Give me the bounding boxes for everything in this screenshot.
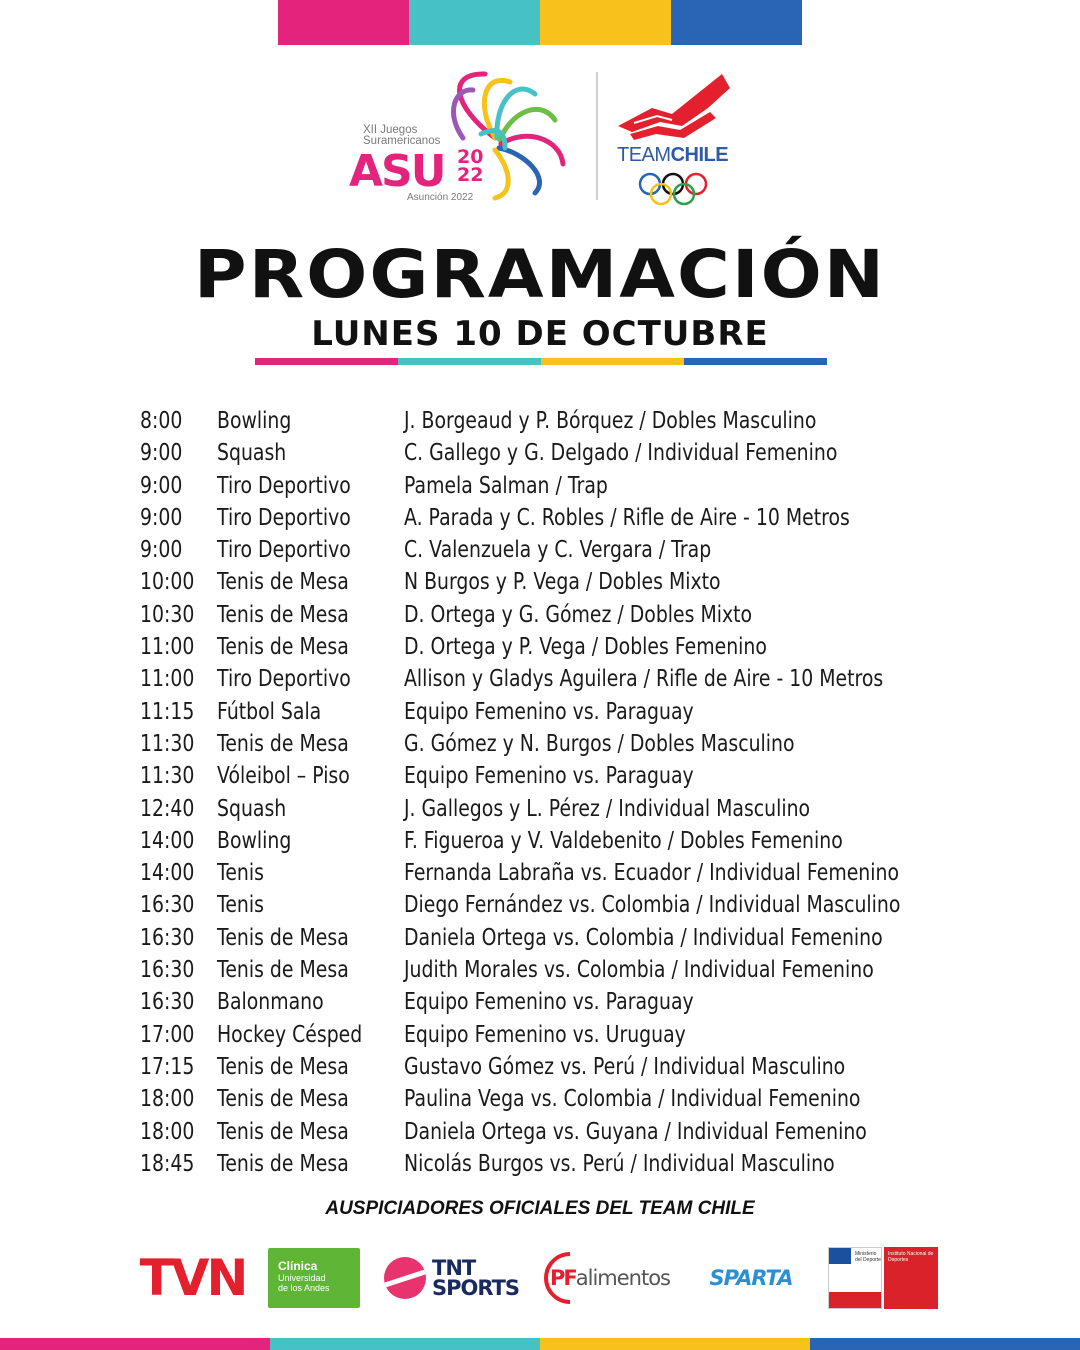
schedule-detail: C. Valenzuela y C. Vergara / Trap bbox=[404, 537, 712, 564]
pf-alimentos-logo bbox=[544, 1245, 676, 1311]
page-title: PROGRAMACIÓN bbox=[193, 235, 887, 313]
tnt-sports-logo bbox=[384, 1245, 520, 1311]
schedule-row bbox=[140, 1019, 940, 1051]
schedule-row bbox=[140, 954, 940, 986]
schedule-time: 11:00 bbox=[140, 666, 195, 693]
schedule-time: 9:00 bbox=[140, 537, 183, 564]
tnt-line1: TNT bbox=[432, 1256, 476, 1280]
schedule-time: 10:30 bbox=[140, 601, 195, 628]
ministerio-text: Ministerio del Deporte bbox=[855, 1251, 881, 1263]
flag-blue-block bbox=[829, 1248, 851, 1264]
schedule-detail: Equipo Femenino vs. Uruguay bbox=[404, 1021, 686, 1048]
schedule-detail: Allison y Gladys Aguilera / Rifle de Aire - 10 Metros bbox=[404, 666, 884, 693]
schedule-time: 12:40 bbox=[140, 795, 195, 822]
pf-text bbox=[550, 1266, 670, 1290]
schedule-sport: Tenis de Mesa bbox=[217, 569, 349, 596]
clinica-line3: de los Andes bbox=[278, 1283, 330, 1293]
clinica-logo bbox=[268, 1248, 360, 1308]
schedule-time: 11:30 bbox=[140, 763, 195, 790]
schedule-detail: D. Ortega y P. Vega / Dobles Femenino bbox=[404, 634, 767, 661]
schedule-sport: Tenis de Mesa bbox=[217, 924, 349, 951]
schedule-time: 9:00 bbox=[140, 504, 183, 531]
team-suffix: CHILE bbox=[670, 144, 729, 166]
tnt-line2: SPORTS bbox=[432, 1276, 520, 1300]
schedule-time: 18:00 bbox=[140, 1118, 195, 1145]
schedule-time: 10:00 bbox=[140, 569, 195, 596]
tnt-text bbox=[432, 1258, 519, 1298]
schedule-row bbox=[140, 922, 940, 954]
schedule-row bbox=[140, 534, 940, 566]
ind-text: Instituto Nacional de Deportes bbox=[884, 1247, 938, 1309]
schedule-row bbox=[140, 502, 940, 534]
schedule-sport: Tenis de Mesa bbox=[217, 601, 349, 628]
asu-city: Asunción 2022 bbox=[407, 192, 474, 203]
schedule-time: 11:00 bbox=[140, 634, 195, 661]
asu-year-bottom: 22 bbox=[457, 164, 484, 186]
schedule-row bbox=[140, 857, 940, 889]
subtitle-color-bar bbox=[255, 358, 827, 365]
schedule-sport: Bowling bbox=[217, 827, 292, 854]
schedule-detail: Fernanda Labraña vs. Ecuador / Individual Femenino bbox=[404, 860, 899, 887]
team-chile-emblem-icon bbox=[612, 68, 742, 143]
schedule-detail: Equipo Femenino vs. Paraguay bbox=[404, 989, 694, 1016]
schedule-detail: Daniela Ortega vs. Guyana / Individual Femenino bbox=[404, 1118, 867, 1145]
schedule-detail: Equipo Femenino vs. Paraguay bbox=[404, 698, 694, 725]
strip-teal bbox=[409, 0, 540, 45]
bottom-teal bbox=[270, 1338, 540, 1350]
schedule-sport: Tenis bbox=[217, 892, 264, 919]
schedule-row bbox=[140, 1116, 940, 1148]
logo-divider bbox=[596, 72, 598, 200]
schedule-row bbox=[140, 663, 940, 695]
page-subtitle: LUNES 10 DE OCTUBRE bbox=[311, 314, 769, 354]
schedule-time: 18:00 bbox=[140, 1086, 195, 1113]
schedule-sport: Squash bbox=[217, 795, 287, 822]
schedule-row bbox=[140, 793, 940, 825]
schedule-detail: Daniela Ortega vs. Colombia / Individual Femenino bbox=[404, 924, 883, 951]
schedule-row bbox=[140, 405, 940, 437]
schedule-detail: Nicolás Burgos vs. Perú / Individual Masculino bbox=[404, 1150, 835, 1177]
schedule-time: 16:30 bbox=[140, 924, 195, 951]
asu-wordmark: ASU bbox=[349, 146, 445, 197]
schedule-time: 16:30 bbox=[140, 892, 195, 919]
schedule-detail: A. Parada y C. Robles / Rifle de Aire - 10 Metros bbox=[404, 504, 850, 531]
schedule-sport: Tenis de Mesa bbox=[217, 1150, 349, 1177]
schedule-sport: Tenis de Mesa bbox=[217, 634, 349, 661]
schedule-sport: Bowling bbox=[217, 408, 292, 434]
schedule-row bbox=[140, 1083, 940, 1115]
schedule-row bbox=[140, 986, 940, 1018]
gobierno-chile-icon bbox=[828, 1247, 882, 1309]
tvn-logo: TVN bbox=[139, 1249, 246, 1307]
asu-year-top: 20 bbox=[457, 146, 484, 168]
bottom-color-strip bbox=[0, 1338, 1080, 1350]
schedule-detail: F. Figueroa y V. Valdebenito / Dobles Femenino bbox=[404, 827, 843, 854]
schedule-sport: Vóleibol – Piso bbox=[217, 763, 350, 790]
schedule-list bbox=[140, 405, 940, 1180]
bottom-yellow bbox=[540, 1338, 810, 1350]
schedule-detail: G. Gómez y N. Burgos / Dobles Masculino bbox=[404, 730, 795, 757]
schedule-time: 11:30 bbox=[140, 730, 195, 757]
top-color-strip bbox=[278, 0, 802, 45]
bar-yellow bbox=[541, 358, 684, 365]
bar-blue bbox=[684, 358, 827, 365]
schedule-time: 17:00 bbox=[140, 1021, 195, 1048]
schedule-sport: Tenis bbox=[217, 860, 264, 887]
schedule-sport: Tiro Deportivo bbox=[217, 504, 351, 531]
schedule-time: 11:15 bbox=[140, 698, 195, 725]
asu-edition-line1: XII Juegos bbox=[363, 124, 418, 136]
asu-year bbox=[457, 148, 483, 184]
schedule-sport: Tiro Deportivo bbox=[217, 472, 351, 499]
bar-teal bbox=[398, 358, 541, 365]
strip-yellow bbox=[540, 0, 671, 45]
schedule-sport: Tenis de Mesa bbox=[217, 1053, 349, 1080]
team-prefix: TEAM bbox=[617, 144, 671, 166]
schedule-time: 8:00 bbox=[140, 408, 183, 434]
bottom-magenta bbox=[0, 1338, 270, 1350]
schedule-time: 16:30 bbox=[140, 957, 195, 984]
bottom-blue bbox=[810, 1338, 1080, 1350]
schedule-sport: Fútbol Sala bbox=[217, 698, 322, 725]
schedule-row bbox=[140, 566, 940, 598]
schedule-detail: Judith Morales vs. Colombia / Individual Femenino bbox=[404, 957, 874, 984]
schedule-sport: Tiro Deportivo bbox=[217, 666, 351, 693]
sponsor-heading: AUSPICIADORES OFICIALES DEL TEAM CHILE bbox=[325, 1198, 755, 1219]
schedule-row bbox=[140, 1051, 940, 1083]
schedule-sport: Tenis de Mesa bbox=[217, 1086, 349, 1113]
schedule-detail: N Burgos y P. Vega / Dobles Mixto bbox=[404, 569, 721, 596]
schedule-row bbox=[140, 631, 940, 663]
schedule-detail: D. Ortega y G. Gómez / Dobles Mixto bbox=[404, 601, 753, 628]
tnt-ball-icon bbox=[384, 1257, 426, 1299]
strip-magenta bbox=[278, 0, 409, 45]
schedule-time: 14:00 bbox=[140, 827, 195, 854]
schedule-sport: Tiro Deportivo bbox=[217, 537, 351, 564]
schedule-row bbox=[140, 728, 940, 760]
flag-red-block bbox=[829, 1292, 881, 1308]
team-chile-wordmark bbox=[617, 144, 728, 167]
schedule-row bbox=[140, 1148, 940, 1180]
schedule-row bbox=[140, 470, 940, 502]
asu-edition-line2: Suramericanos bbox=[363, 135, 441, 147]
schedule-row bbox=[140, 437, 940, 469]
schedule-sport: Tenis de Mesa bbox=[217, 730, 349, 757]
schedule-detail: Diego Fernández vs. Colombia / Individual Masculino bbox=[404, 892, 901, 919]
schedule-sport: Squash bbox=[217, 440, 287, 467]
schedule-detail: J. Borgeaud y P. Bórquez / Dobles Masculino bbox=[404, 408, 817, 434]
schedule-detail: Pamela Salman / Trap bbox=[404, 472, 608, 499]
pf-initials: PF bbox=[550, 1266, 576, 1290]
schedule-sport: Tenis de Mesa bbox=[217, 957, 349, 984]
schedule-sport: Tenis de Mesa bbox=[217, 1118, 349, 1145]
schedule-row bbox=[140, 599, 940, 631]
schedule-time: 17:15 bbox=[140, 1053, 195, 1080]
asu-2022-logo bbox=[345, 68, 585, 208]
pf-word: alimentos bbox=[575, 1266, 670, 1290]
schedule-detail: C. Gallego y G. Delgado / Individual Femenino bbox=[404, 440, 838, 467]
ind-logo bbox=[828, 1247, 938, 1309]
sparta-logo: SPARTA bbox=[709, 1266, 793, 1290]
clinica-line2: Universidad bbox=[278, 1273, 326, 1283]
schedule-time: 18:45 bbox=[140, 1150, 195, 1177]
schedule-time: 16:30 bbox=[140, 989, 195, 1016]
strip-blue bbox=[671, 0, 802, 45]
sponsor-logos bbox=[140, 1245, 940, 1311]
schedule-detail: Equipo Femenino vs. Paraguay bbox=[404, 763, 694, 790]
schedule-time: 14:00 bbox=[140, 860, 195, 887]
schedule-sport: Balonmano bbox=[217, 989, 324, 1016]
schedule-row bbox=[140, 889, 940, 921]
schedule-row bbox=[140, 696, 940, 728]
schedule-sport: Hockey Césped bbox=[217, 1021, 363, 1048]
schedule-row bbox=[140, 825, 940, 857]
olympic-rings-icon bbox=[638, 172, 718, 212]
clinica-name: Clínica bbox=[278, 1259, 318, 1273]
bar-magenta bbox=[255, 358, 398, 365]
schedule-time: 9:00 bbox=[140, 472, 183, 499]
schedule-detail: Paulina Vega vs. Colombia / Individual Femenino bbox=[404, 1086, 861, 1113]
schedule-time: 9:00 bbox=[140, 440, 183, 467]
team-chile-logo bbox=[612, 68, 742, 208]
schedule-detail: J. Gallegos y L. Pérez / Individual Masculino bbox=[404, 795, 811, 822]
schedule-row bbox=[140, 760, 940, 792]
schedule-detail: Gustavo Gómez vs. Perú / Individual Masculino bbox=[404, 1053, 846, 1080]
